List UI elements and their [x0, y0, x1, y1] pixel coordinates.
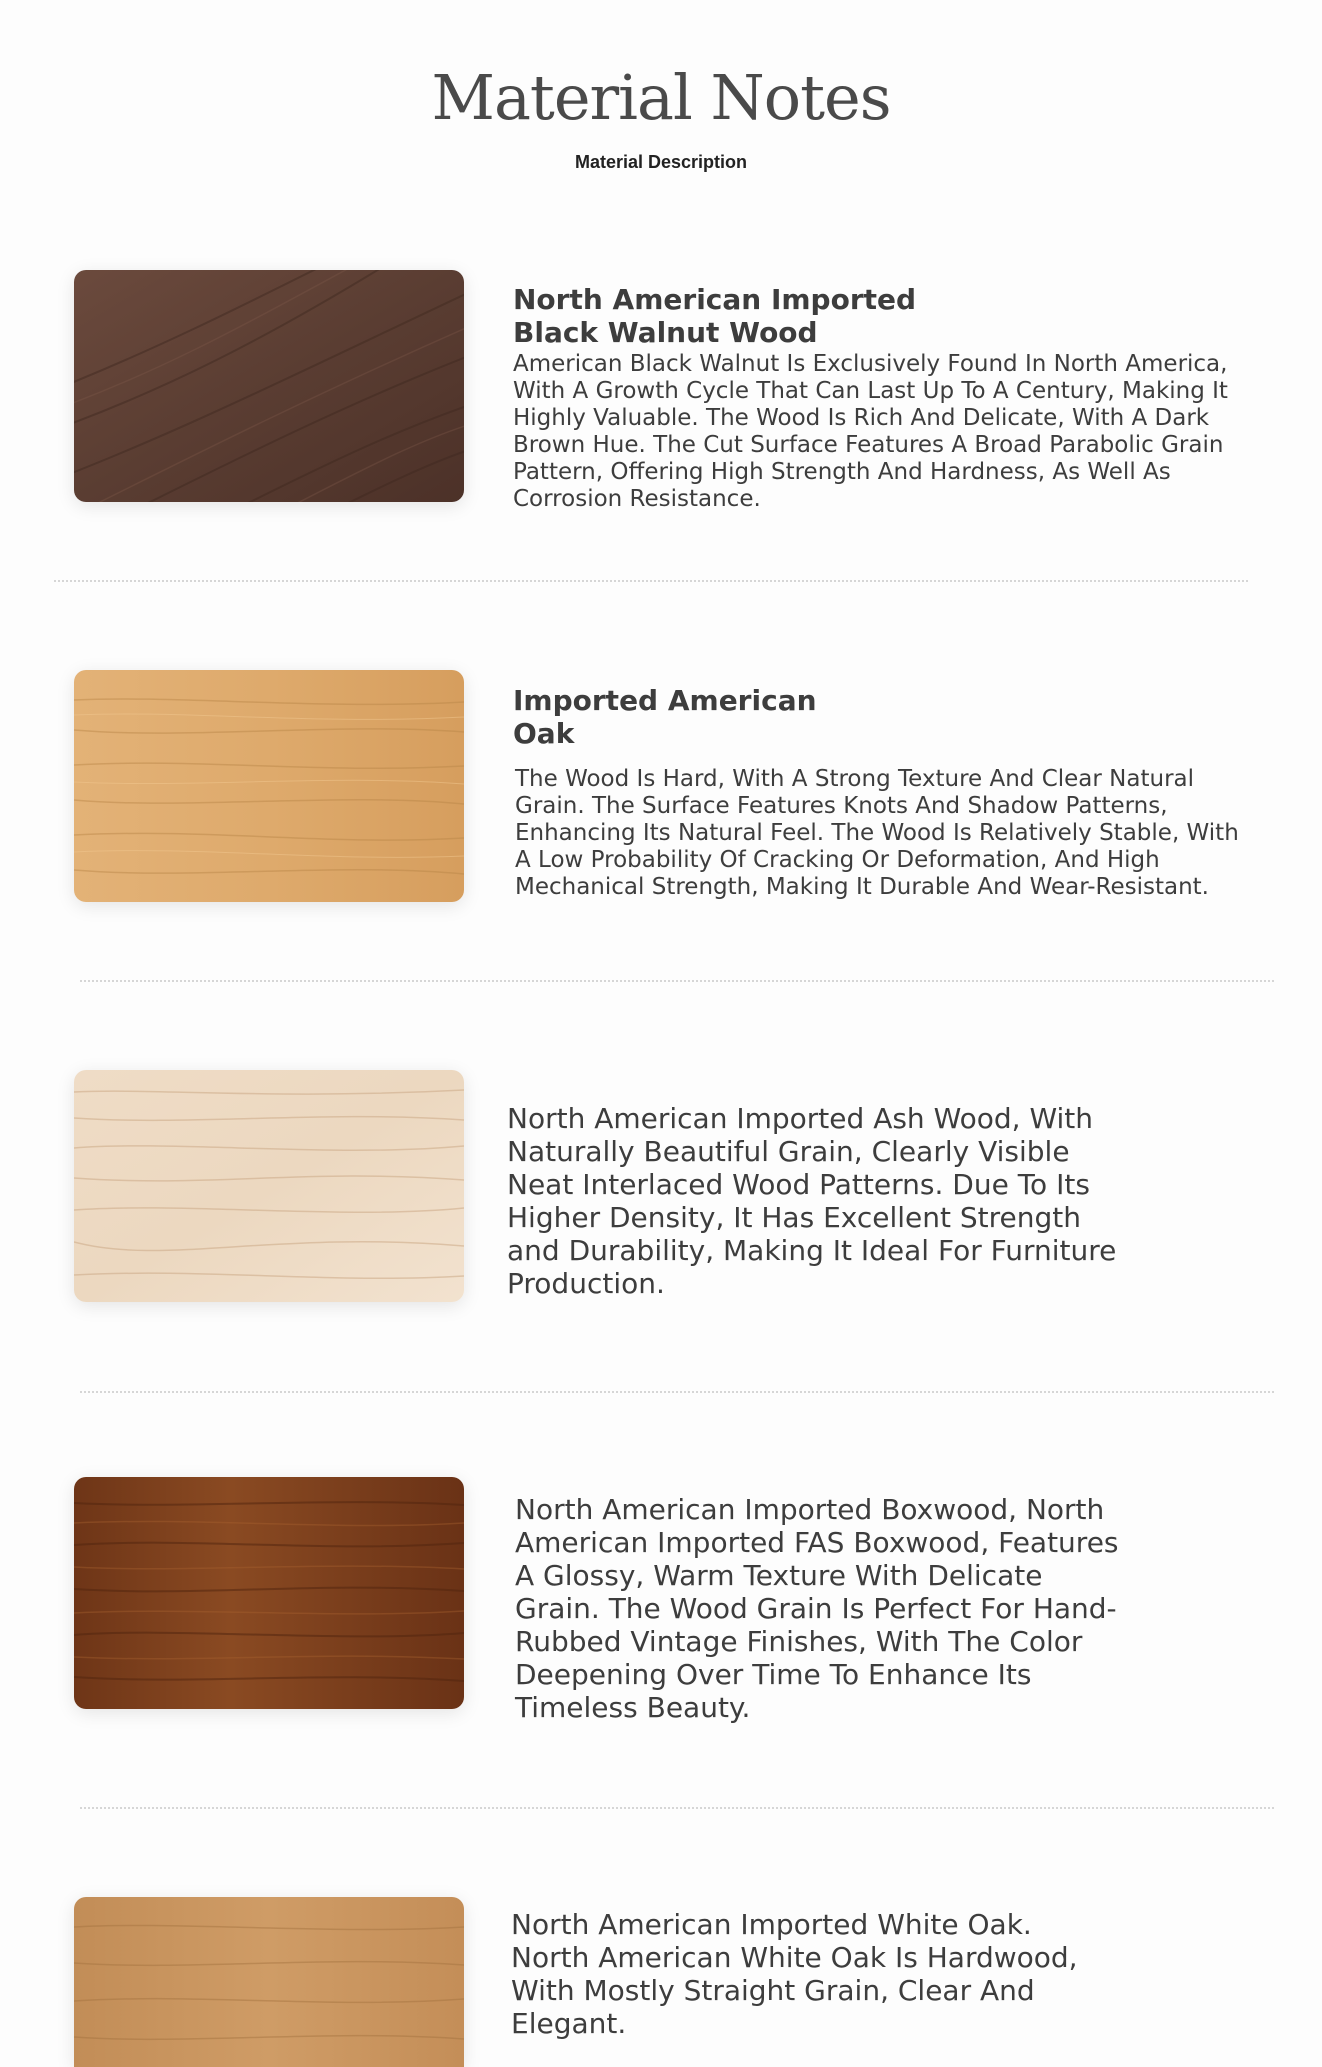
white-oak-text	[511, 1908, 1111, 2040]
boxwood-description: North American Imported Boxwood, North American Imported FAS Boxwood, Features A Glossy, Warm Texture With Delicate Grain. The Wood Grain Is Perfect For Hand-Rubbed Vintage Finishes, With The Color Deepening Over Time To Enhance Its Timeless Beauty.	[515, 1493, 1119, 1724]
walnut-text	[513, 283, 1253, 513]
ash-swatch-image	[74, 1070, 464, 1302]
section-divider	[80, 1391, 1274, 1393]
white-oak-description: North American Imported White Oak. North American White Oak Is Hardwood, With Mostly Straight Grain, Clear And Elegant.	[511, 1908, 1078, 2040]
section-divider	[54, 580, 1248, 582]
section-divider	[80, 1807, 1274, 1809]
page-subtitle: Material Description	[574, 152, 748, 172]
oak-description: The Wood Is Hard, With A Strong Texture And Clear Natural Grain. The Surface Features Knots And Shadow Patterns, Enhancing Its Natural Feel. The Wood Is Relatively Stable, With A Low Probability Of Cracking Or Deformation, And High Mechanical Strength, Making It Durable And Wear-Resistant.	[515, 766, 1239, 900]
oak-text	[513, 684, 1253, 901]
section-divider	[80, 980, 1274, 982]
walnut-swatch-image	[74, 270, 464, 502]
ash-description: North American Imported Ash Wood, With Naturally Beautiful Grain, Clearly Visible Neat Interlaced Wood Patterns. Due To Its Higher Density, It Has Excellent Strength and Durability, Making It Ideal For Furniture Production.	[507, 1102, 1117, 1300]
walnut-description: American Black Walnut Is Exclusively Found In North America, With A Growth Cycle That Can Last Up To A Century, Making It Highly Valuable. The Wood Is Rich And Delicate, With A Dark Brown Hue. The Cut Surface Features A Broad Parabolic Grain Pattern, Offering High Strength And Hardness, As Well As Corrosion Resistance.	[513, 351, 1228, 512]
walnut-title-line1: North American Imported	[513, 283, 917, 316]
white-oak-swatch-image	[74, 1897, 464, 2067]
page-header	[0, 58, 1322, 173]
page-title: Material Notes	[431, 61, 891, 134]
boxwood-text	[515, 1493, 1135, 1724]
ash-text	[507, 1102, 1127, 1300]
oak-swatch-image	[74, 670, 464, 902]
oak-title-line1: Imported American	[513, 684, 817, 717]
boxwood-swatch-image	[74, 1477, 464, 1709]
oak-title-line2: Oak	[513, 717, 575, 750]
walnut-title-line2: Black Walnut Wood	[513, 316, 818, 349]
